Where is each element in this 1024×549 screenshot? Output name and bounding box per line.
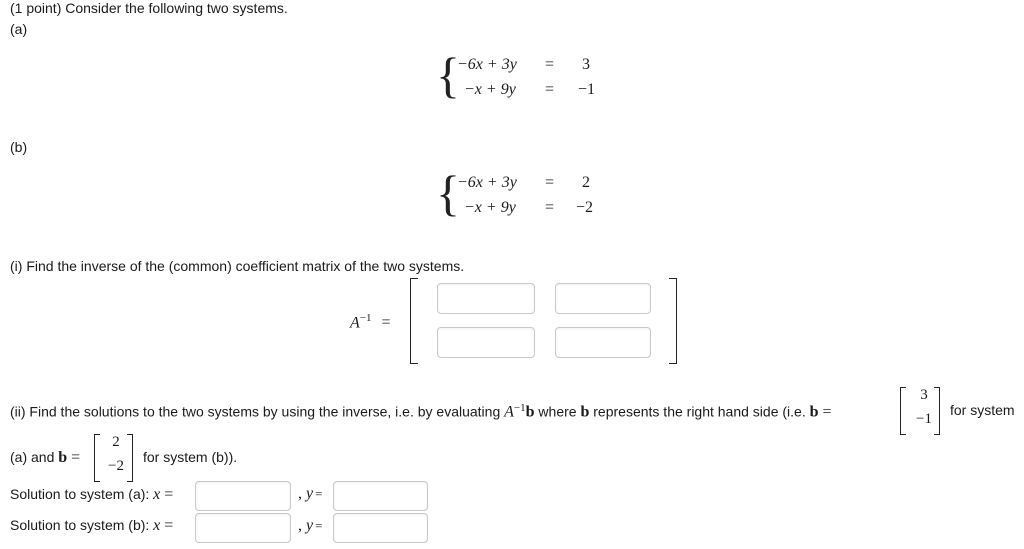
vector-b-entry-1: 2 xyxy=(112,434,120,450)
system-a-eq2-equals: = xyxy=(545,81,555,98)
system-b-eq1-equals: = xyxy=(545,174,555,191)
question-ii-line1: (ii) Find the solutions to the two systems by using the inverse, i.e. by evaluating $A^{-1}b$ where b represents the right hand side (i.e. b = xyxy=(10,402,832,421)
matrix-entry-1-1[interactable] xyxy=(437,283,535,314)
system-a-eq1-rhs: 3 xyxy=(582,56,590,73)
vector-b-entry-2: −2 xyxy=(108,458,124,474)
system-a-eq1-equals: = xyxy=(545,56,555,73)
right-bracket xyxy=(669,278,677,364)
inverse-matrix-label: $A^{-1}$ = xyxy=(350,312,391,332)
part-b-label: (b) xyxy=(10,139,28,155)
matrix-entry-2-1[interactable] xyxy=(437,327,535,358)
solution-b-y-input[interactable] xyxy=(333,513,428,543)
problem-header: (1 point) Consider the following two systems. xyxy=(10,0,288,16)
question-ii-for-system: for system xyxy=(950,402,1015,418)
solution-b-x-input[interactable] xyxy=(195,513,291,543)
part-a-label: (a) xyxy=(10,21,28,37)
system-b-eq2-lhs: −x + 9y xyxy=(464,199,516,216)
system-a-eq2-rhs: −1 xyxy=(578,81,596,98)
vector-a-entry-2: −1 xyxy=(916,411,932,427)
solution-b-y-label: , y = xyxy=(298,517,323,534)
left-brace-icon: { xyxy=(436,165,460,221)
question-i-text: (i) Find the inverse of the (common) coefficient matrix of the two systems. xyxy=(10,258,465,274)
left-bracket xyxy=(410,278,418,364)
matrix-entry-2-2[interactable] xyxy=(555,327,651,358)
left-bracket xyxy=(94,434,100,482)
system-a-eq1-lhs: −6x + 3y xyxy=(457,56,517,73)
question-ii-line2-end: for system (b)). xyxy=(143,449,238,465)
solution-a-x-input[interactable] xyxy=(195,481,291,511)
matrix-entry-1-2[interactable] xyxy=(555,283,651,314)
solution-a-y-input[interactable] xyxy=(333,481,428,511)
system-a-eq2-lhs: −x + 9y xyxy=(464,81,516,98)
system-b-eq1-rhs: 2 xyxy=(582,174,590,191)
question-ii-line2-start: (a) and b = xyxy=(10,449,81,466)
left-bracket xyxy=(900,387,906,435)
system-b-eq1-lhs: −6x + 3y xyxy=(457,174,517,191)
system-b-eq2-equals: = xyxy=(545,199,555,216)
vector-a-entry-1: 3 xyxy=(920,387,928,403)
solution-a-y-label: , y = xyxy=(298,485,323,502)
solution-b-label: Solution to system (b): x = xyxy=(10,517,174,534)
solution-a-label: Solution to system (a): x = xyxy=(10,486,174,503)
right-bracket xyxy=(127,434,133,482)
right-bracket xyxy=(934,387,940,435)
left-brace-icon: { xyxy=(436,47,460,103)
system-b-eq2-rhs: −2 xyxy=(576,199,594,216)
